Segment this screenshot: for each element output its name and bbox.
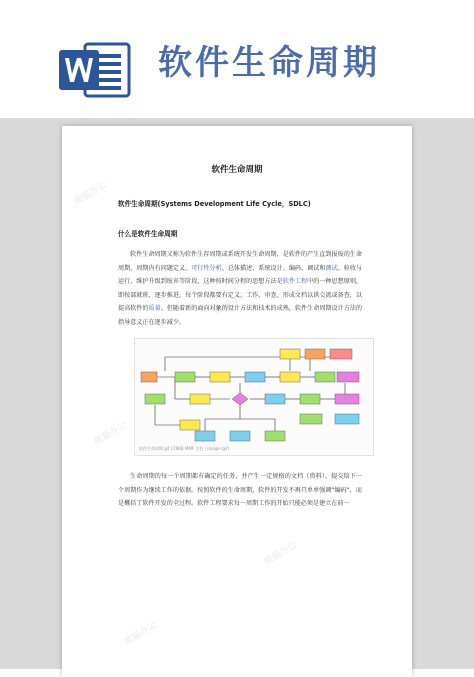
link-testing[interactable]: 测试 [325, 264, 338, 272]
diagram-box [265, 394, 285, 404]
diagram-box [245, 372, 265, 382]
paragraph-cycle: 生命周期的每一个周期都有确定的任务，并产生一定规格的文档（资料），提交给下一个周期作为继续工作的依据。按照软件的生命周期，软件的开发不再只单单强调“编码”，而是概括了软件开发的全过程。软件工程要求每一周期工作的开始只能必须是建立在前一 [118, 473, 362, 508]
diagram-box [190, 394, 210, 404]
diagram-box [300, 394, 320, 404]
diagram-decision [232, 393, 248, 405]
diagram-caption: 软件生命周期 gif 179KB MMF 白色 | image (gif) [139, 446, 230, 451]
diagram-box [195, 431, 215, 441]
diagram-box [141, 372, 157, 382]
header [0, 0, 474, 118]
diagram-box [180, 420, 200, 430]
lifecycle-flowchart [135, 339, 373, 455]
document-page [62, 126, 412, 677]
diagram-box [305, 349, 325, 359]
watermark: 熊猫办公 [212, 289, 249, 318]
diagram-box [175, 372, 195, 382]
document-subtitle: 软件生命周期(Systems Development Life Cycle，SDLC) [118, 200, 311, 208]
diagram-box [280, 349, 300, 359]
diagram-box [315, 372, 335, 382]
diagram-box [230, 431, 250, 441]
link-quality[interactable]: 质量 [148, 305, 161, 313]
document-title: 软件生命周期 [211, 165, 263, 175]
diagram-box [335, 414, 359, 424]
page-title: 软件生命周期 [158, 43, 380, 83]
link-feasibility-analysis[interactable]: 可行性分析 [191, 264, 222, 272]
watermark: 熊猫办公 [72, 179, 109, 208]
diagram-box [337, 372, 359, 382]
word-logo-icon [59, 40, 131, 100]
paragraph-intro: 软件生命周期又称为软件生存周期或系统开发生命周期，是软件的产生直到报废的生命周期，周期内有问题定义、可行性分析、总体描述、系统设计、编码、调试和测试、验收与运行、维护升级到废弃等阶段，这种按时间分程的思想方法是软件工程中的一种思想原则，即按部就班、逐步推进，每个阶段都要有定义、工作、审查、形成文档以供交流或备查，以提高软件的质量。但随着新的面向对象的设计方法和技术的成熟，软件生命周期设计方法的指导意义正在逐步减少。 [118, 251, 363, 326]
diagram-box [265, 431, 285, 441]
diagram-box [335, 394, 359, 404]
diagram-box [330, 349, 352, 359]
link-software-engineering[interactable]: 软件工程 [282, 278, 308, 286]
watermark: 熊猫办公 [122, 619, 159, 648]
lifecycle-diagram [134, 338, 374, 456]
document-viewer[interactable] [0, 118, 474, 669]
diagram-box [145, 394, 165, 404]
diagram-box [210, 372, 230, 382]
diagram-box [280, 372, 300, 382]
watermark: 熊猫办公 [92, 419, 129, 448]
section-heading: 什么是软件生命周期 [118, 230, 178, 238]
watermark: 熊猫办公 [262, 539, 299, 568]
diagram-box [300, 414, 322, 424]
